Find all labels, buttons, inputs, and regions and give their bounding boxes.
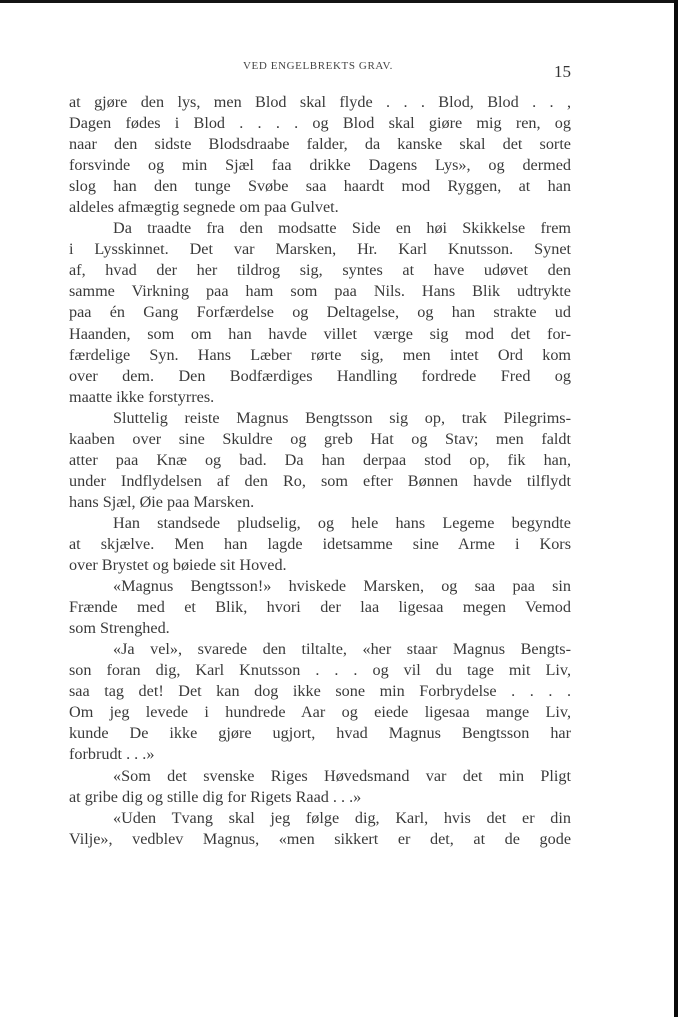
- paragraph-line: hans Sjæl, Øie paa Marsken.: [69, 492, 255, 511]
- paragraph-line: atter paa Knæ og bad. Da han derpaa stod op, fik han,: [69, 450, 571, 469]
- running-head: VED ENGELBREKTS GRAV.: [243, 60, 394, 72]
- paragraph-line: kaaben over sine Skuldre og greb Hat og Stav; men faldt: [69, 429, 571, 448]
- paragraph-line: under Indflydelsen af den Ro, som efter Bønnen havde tilflydt: [69, 471, 571, 490]
- page-number: 15: [554, 62, 571, 81]
- scan-edge-top: [0, 0, 678, 3]
- book-page: [69, 58, 571, 850]
- paragraph-line: som Strenghed.: [69, 619, 170, 638]
- page-header: [69, 58, 571, 92]
- paragraph-line: forsvinde og min Sjæl faa drikke Dagens Lys», og dermed: [69, 156, 571, 175]
- paragraph-line: slog han den tunge Svøbe saa haardt mod Ryggen, at han: [69, 177, 571, 196]
- paragraph: «Uden Tvang skal jeg følge dig, Karl, hvis det er din: [113, 808, 571, 827]
- paragraph-line: at skjælve. Men han lagde idetsamme sine Arme i Kors: [69, 534, 571, 553]
- paragraph-line: aldeles afmægtig segnede om paa Gulvet.: [69, 198, 339, 217]
- paragraph-line: at gribe dig og stille dig for Rigets Raad . . .»: [69, 787, 362, 806]
- paragraph-line: i Lysskinnet. Det var Marsken, Hr. Karl Knutsson. Synet: [69, 240, 571, 259]
- paragraph-line: kunde De ikke gjøre ugjort, hvad Magnus Bengtsson har: [69, 724, 571, 743]
- paragraph: Han standsede pludselig, og hele hans Legeme begyndte: [113, 513, 571, 532]
- paragraph: Sluttelig reiste Magnus Bengtsson sig op, trak Pilegrims-: [113, 408, 571, 427]
- paragraph-line: maatte ikke forstyrres.: [69, 387, 215, 406]
- scan-edge-right: [674, 0, 678, 1017]
- paragraph-line: Om jeg levede i hundrede Aar og eiede ligesaa mange Liv,: [69, 703, 571, 722]
- paragraph-line: over dem. Den Bodfærdiges Handling fordrede Fred og: [69, 366, 571, 385]
- paragraph-line: Vilje», vedblev Magnus, «men sikkert er det, at de gode: [69, 829, 571, 848]
- paragraph: «Magnus Bengtsson!» hviskede Marsken, og saa paa sin: [113, 577, 571, 596]
- paragraph: Da traadte fra den modsatte Side en høi Skikkelse frem: [113, 219, 571, 238]
- paragraph-line: saa tag det! Det kan dog ikke sone min Forbrydelse . . . .: [69, 682, 571, 701]
- paragraph-line: Haanden, som om han havde villet værge sig mod det for-: [69, 324, 571, 343]
- paragraph-line: af, hvad der her tildrog sig, syntes at have udøvet den: [69, 261, 571, 280]
- paragraph-line: Frænde med et Blik, hvori der laa ligesaa megen Vemod: [69, 598, 571, 617]
- paragraph-line: samme Virkning paa ham som paa Nils. Hans Blik udtrykte: [69, 282, 571, 301]
- paragraph-line: over Brystet og bøiede sit Hoved.: [69, 556, 287, 575]
- paragraph-line: paa én Gang Forfærdelse og Deltagelse, og han strakte ud: [69, 303, 571, 322]
- paragraph-line: færdelige Syn. Hans Læber rørte sig, men intet Ord kom: [69, 345, 571, 364]
- paragraph-line: forbrudt . . .»: [69, 745, 155, 764]
- paragraph: «Ja vel», svarede den tiltalte, «her staar Magnus Bengts-: [113, 640, 571, 659]
- body-text: [69, 92, 571, 850]
- paragraph-line: son foran dig, Karl Knutsson . . . og vil du tage mit Liv,: [69, 661, 571, 680]
- paragraph: at gjøre den lys, men Blod skal flyde . . . Blod, Blod . . ,: [69, 93, 571, 111]
- paragraph: «Som det svenske Riges Høvedsmand var det min Pligt: [113, 766, 571, 785]
- paragraph-line: Dagen fødes i Blod . . . . og Blod skal giøre mig ren, og: [69, 114, 571, 133]
- paragraph-line: naar den sidste Blodsdraabe falder, da kanske skal det sorte: [69, 135, 571, 154]
